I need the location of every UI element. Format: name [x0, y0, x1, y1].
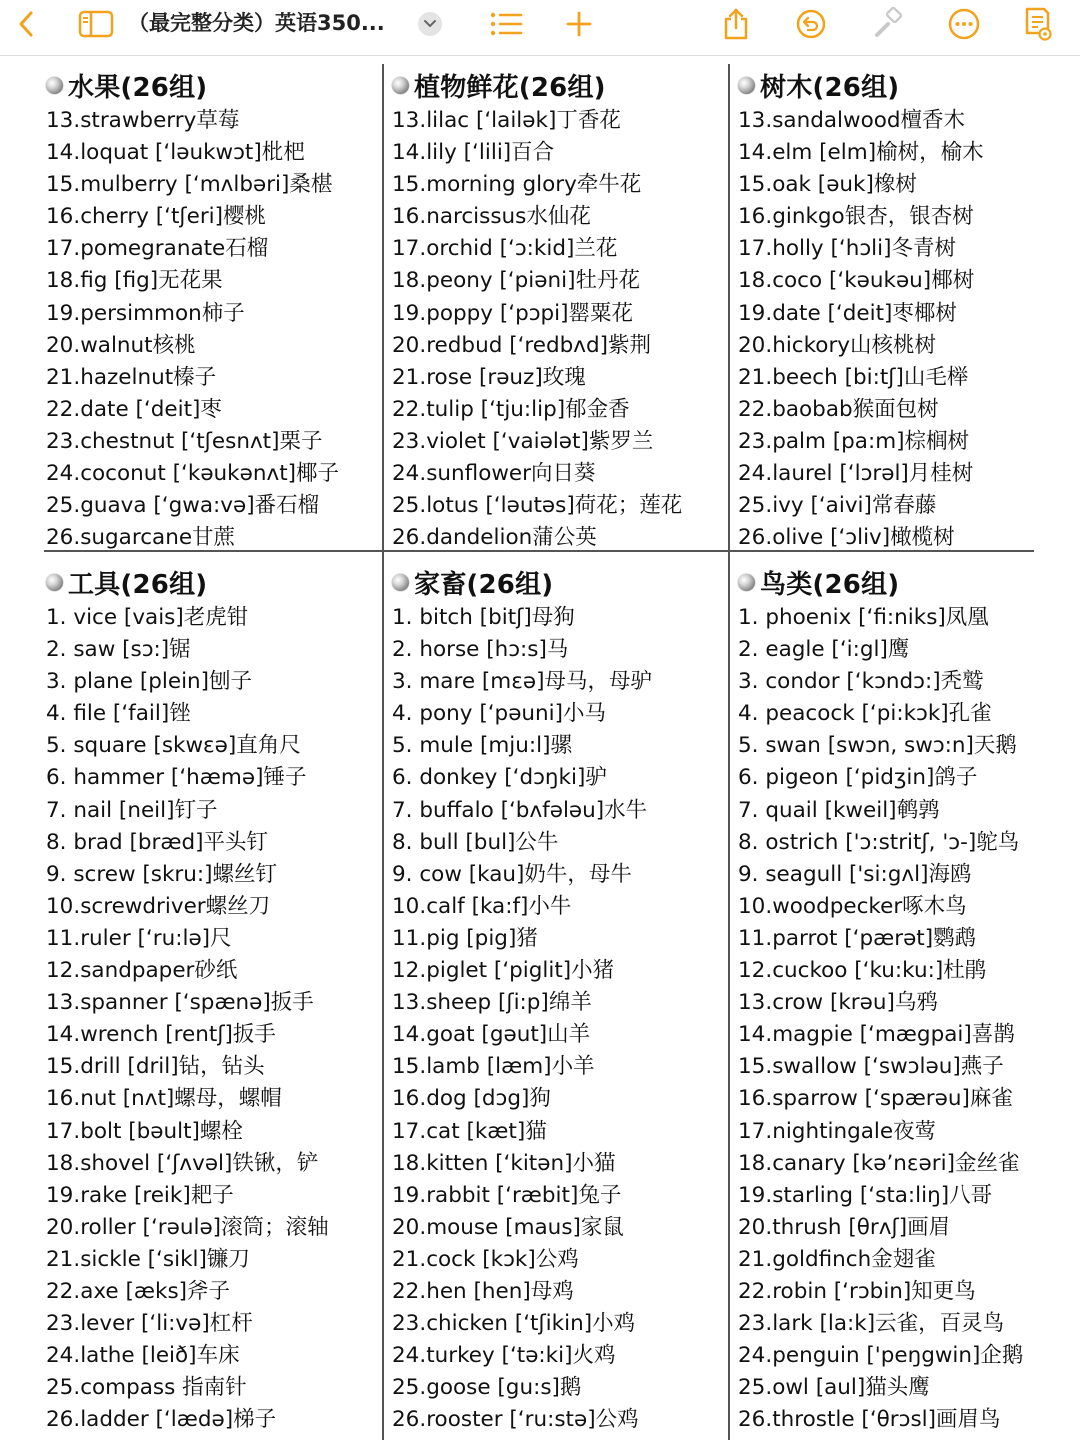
list-item: 19.rake [reik]耙子 — [46, 1182, 234, 1208]
list-item: 26.dandelion蒲公英 — [392, 525, 597, 551]
list-item: 19.poppy [ʻpɔpi]罂粟花 — [392, 300, 634, 326]
bullet-icon — [392, 77, 409, 94]
list-item: 16.sparrow [ʻspærəu]麻雀 — [738, 1086, 1013, 1112]
section-heading — [46, 65, 376, 105]
list-item: 26.rooster [ʻru:stə]公鸡 — [392, 1407, 639, 1433]
sidebar-icon[interactable] — [76, 6, 116, 42]
list-item: 24.penguin ['peŋgwin]企鹅 — [738, 1343, 1024, 1369]
column-divider — [728, 64, 730, 1440]
list-item: 21.hazelnut榛子 — [46, 364, 217, 390]
list-item: 25.compass 指南针 — [46, 1375, 247, 1401]
list-icon[interactable] — [486, 6, 526, 42]
list-item: 8. brad [bræd]平头钉 — [46, 829, 269, 855]
list-item: 8. bull [bul]公牛 — [392, 829, 559, 855]
list-item: 20.walnut核桃 — [46, 332, 196, 358]
list-item: 22.hen [hen]母鸡 — [392, 1278, 574, 1304]
list-item: 4. file [ʻfail]锉 — [46, 701, 191, 727]
list-item: 5. mule [mju:l]骡 — [392, 733, 572, 759]
heading-text: 工具(26组) — [68, 569, 208, 600]
list-item: 24.turkey [ʻtə:ki]火鸡 — [392, 1343, 616, 1369]
section-trees — [738, 65, 1068, 554]
bullet-icon — [392, 574, 409, 591]
list-item: 23.chestnut [ʻtʃesnʌt]栗子 — [46, 428, 323, 454]
list-item: 16.dog [dɔg]狗 — [392, 1086, 551, 1112]
list-item: 25.owl [aul]猫头鹰 — [738, 1375, 930, 1401]
list-item: 9. seagull ['si:gʌl]海鸥 — [738, 861, 972, 887]
list-item: 22.baobab猴面包树 — [738, 396, 939, 422]
heading-text: 鸟类(26组) — [760, 569, 900, 600]
list-item: 15.morning glory牵牛花 — [392, 172, 642, 198]
list-item: 18.shovel [ʻʃʌvəl]铁锹，铲 — [46, 1150, 319, 1176]
toolbar — [0, 0, 1080, 56]
list-item: 17.orchid [ʻɔ:kid]兰花 — [392, 236, 618, 262]
bullet-icon — [738, 77, 755, 94]
list-item: 9. screw [skru:]螺丝钉 — [46, 861, 278, 887]
list-item: 17.bolt [bəult]螺栓 — [46, 1118, 243, 1144]
list-item: 9. cow [kau]奶牛，母牛 — [392, 861, 632, 887]
list-item: 16.cherry [ʻtʃeri]樱桃 — [46, 204, 267, 230]
section-heading — [392, 65, 722, 105]
list-item: 19.starling [ʻsta:liŋ]八哥 — [738, 1182, 993, 1208]
list-item: 19.persimmon柿子 — [46, 300, 245, 326]
share-icon[interactable] — [718, 6, 754, 42]
list-item: 4. peacock [ʻpi:kɔk]孔雀 — [738, 701, 992, 727]
section-heading — [392, 562, 722, 602]
list-item: 2. horse [hɔ:s]马 — [392, 637, 569, 663]
word-list — [738, 602, 1073, 1436]
list-item: 2. saw [sɔ:]锯 — [46, 637, 191, 663]
word-list — [392, 602, 722, 1436]
list-item: 25.lotus [ʻləutəs]荷花；莲花 — [392, 493, 683, 519]
list-item: 10.woodpecker啄木鸟 — [738, 893, 967, 919]
word-list — [46, 105, 376, 554]
format-brush-icon[interactable] — [868, 6, 908, 42]
list-item: 17.holly [ʻhɔli]冬青树 — [738, 236, 956, 262]
list-item: 3. condor [ʻkɔndɔ:]秃鹫 — [738, 669, 984, 695]
back-icon[interactable] — [10, 6, 42, 42]
list-item: 11.parrot [ʻpærət]鹦鹉 — [738, 925, 977, 951]
list-item: 16.nut [nʌt]螺母，螺帽 — [46, 1086, 282, 1112]
list-item: 24.laurel [ʻlɔrəl]月桂树 — [738, 461, 974, 487]
list-item: 21.cock [kɔk]公鸡 — [392, 1246, 579, 1272]
heading-text: 水果(26组) — [68, 72, 208, 103]
list-item: 15.lamb [læm]小羊 — [392, 1054, 595, 1080]
list-item: 12.piglet [ʻpiglit]小猪 — [392, 958, 615, 984]
list-item: 26.sugarcane甘蔗 — [46, 525, 236, 551]
list-item: 19.rabbit [ʻræbit]兔子 — [392, 1182, 622, 1208]
list-item: 22.robin [ʻrɔbin]知更鸟 — [738, 1278, 976, 1304]
list-item: 7. quail [kweil]鹌鹑 — [738, 797, 940, 823]
list-item: 14.lily [ʻlili]百合 — [392, 140, 555, 166]
section-livestock — [392, 562, 722, 1436]
heading-text: 树木(26组) — [760, 72, 900, 103]
list-item: 5. square [skwεə]直角尺 — [46, 733, 301, 759]
list-item: 14.elm [elm]榆树，榆木 — [738, 140, 984, 166]
list-item: 13.crow [krəu]乌鸦 — [738, 990, 938, 1016]
list-item: 4. pony [ʻpəuni]小马 — [392, 701, 607, 727]
list-item: 23.lever [ʻli:və]杠杆 — [46, 1311, 253, 1337]
list-item: 21.beech [bi:tʃ]山毛榉 — [738, 364, 969, 390]
heading-text: 植物鲜花(26组) — [414, 72, 606, 103]
bullet-icon — [738, 574, 755, 591]
word-list — [46, 602, 376, 1436]
list-item: 10.calf [ka:f]小牛 — [392, 893, 572, 919]
list-item: 25.goose [gu:s]鹅 — [392, 1375, 582, 1401]
list-item: 7. nail [neil]钉子 — [46, 797, 218, 823]
list-item: 13.sheep [ʃi:p]绵羊 — [392, 990, 592, 1016]
list-item: 18.peony [ʻpiəni]牡丹花 — [392, 268, 640, 294]
list-item: 24.coconut [ʻkəukənʌt]椰子 — [46, 461, 340, 487]
list-item: 21.sickle [ʻsikl]镰刀 — [46, 1246, 250, 1272]
list-item: 16.narcissus水仙花 — [392, 204, 591, 230]
list-item: 24.sunflower向日葵 — [392, 461, 596, 487]
list-item: 17.nightingale夜莺 — [738, 1118, 937, 1144]
list-item: 14.goat [gəut]山羊 — [392, 1022, 591, 1048]
list-item: 3. mare [mεə]母马，母驴 — [392, 669, 652, 695]
list-item: 20.thrush [θrʌʃ]画眉 — [738, 1214, 951, 1240]
list-item: 14.wrench [rentʃ]扳手 — [46, 1022, 276, 1048]
list-item: 25.guava [ʻgwa:və]番石榴 — [46, 493, 320, 519]
list-item: 23.violet [ʻvaiələt]紫罗兰 — [392, 428, 654, 454]
word-list — [392, 105, 722, 554]
bullet-icon — [46, 574, 63, 591]
chevron-down-icon[interactable] — [418, 12, 442, 36]
list-item: 6. donkey [ʻdɔŋki]驴 — [392, 765, 607, 791]
list-item: 22.date [ʻdeit]枣 — [46, 396, 222, 422]
list-item: 20.hickory山核桃树 — [738, 332, 937, 358]
list-item: 13.sandalwood檀香木 — [738, 108, 966, 133]
list-item: 12.cuckoo [ʻku:ku:]杜鹃 — [738, 958, 987, 984]
list-item: 18.fig [fig]无花果 — [46, 268, 223, 294]
list-item: 14.magpie [ʻmægpai]喜鹊 — [738, 1022, 1015, 1048]
list-item: 22.tulip [ʻtju:lip]郁金香 — [392, 396, 630, 422]
section-flowers — [392, 65, 722, 554]
list-item: 13.spanner [ʻspænə]扳手 — [46, 990, 314, 1016]
list-item: 15.mulberry [ʻmʌlbəri]桑椹 — [46, 172, 333, 198]
list-item: 6. pigeon [ʻpidʒin]鸽子 — [738, 765, 978, 791]
list-item: 14.loquat [ʻləukwɔt]枇杷 — [46, 140, 305, 166]
list-item: 1. phoenix [ʻfi:niks]凤凰 — [738, 605, 989, 630]
list-item: 13.strawberry草莓 — [46, 108, 240, 133]
bullet-icon — [46, 77, 63, 94]
list-item: 26.olive [ʻɔliv]橄榄树 — [738, 525, 955, 551]
list-item: 15.oak [əuk]橡树 — [738, 172, 917, 198]
list-item: 25.ivy [ʻaivi]常春藤 — [738, 493, 937, 519]
list-item: 24.lathe [leið]车床 — [46, 1343, 240, 1369]
section-tools — [46, 562, 376, 1436]
list-item: 2. eagle [ʻi:gl]鹰 — [738, 637, 910, 663]
list-item: 3. plane [plein]刨子 — [46, 669, 253, 695]
section-heading — [738, 562, 1073, 602]
list-item: 17.cat [kæt]猫 — [392, 1118, 547, 1144]
list-item: 7. buffalo [ʻbʌfələu]水牛 — [392, 797, 648, 823]
list-item: 16.ginkgo银杏，银杏树 — [738, 204, 974, 230]
section-heading — [738, 65, 1068, 105]
list-item: 15.swallow [ʻswɔləu]燕子 — [738, 1054, 1004, 1080]
add-icon[interactable] — [562, 6, 596, 42]
list-item: 8. ostrich ['ɔ:stritʃ, 'ɔ-]鸵鸟 — [738, 829, 1020, 855]
list-item: 18.canary [kəʼnεəri]金丝雀 — [738, 1150, 1020, 1176]
list-item: 6. hammer [ʻhæmə]锤子 — [46, 765, 307, 791]
undo-icon[interactable] — [792, 6, 830, 42]
list-item: 19.date [ʻdeit]枣椰树 — [738, 300, 957, 326]
more-icon[interactable] — [944, 6, 984, 42]
list-item: 15.drill [dril]钻，钻头 — [46, 1054, 265, 1080]
list-item: 1. bitch [bitʃ]母狗 — [392, 605, 575, 630]
list-item: 13.lilac [ʻlailək]丁香花 — [392, 108, 621, 133]
column-divider — [382, 64, 384, 1440]
list-item: 11.pig [pig]猪 — [392, 925, 538, 951]
list-item: 11.ruler [ʻru:lə]尺 — [46, 925, 232, 951]
list-item: 23.lark [la:k]云雀，百灵鸟 — [738, 1311, 1005, 1337]
word-list — [738, 105, 1068, 554]
list-item: 1. vice [vais]老虎钳 — [46, 605, 249, 630]
list-item: 17.pomegranate石榴 — [46, 236, 269, 262]
list-item: 20.mouse [maus]家鼠 — [392, 1214, 624, 1240]
list-item: 18.coco [ʻkəukəu]椰树 — [738, 268, 975, 294]
list-item: 18.kitten [ʻkitən]小猫 — [392, 1150, 616, 1176]
list-item: 20.roller [ʻrəulə]滚筒；滚轴 — [46, 1214, 329, 1240]
list-item: 21.goldfinch金翅雀 — [738, 1246, 936, 1272]
section-birds — [738, 562, 1073, 1436]
document-settings-icon[interactable] — [1018, 6, 1058, 42]
list-item: 26.ladder [ʻlædə]梯子 — [46, 1407, 277, 1433]
heading-text: 家畜(26组) — [414, 569, 554, 600]
section-fruit — [46, 65, 376, 554]
list-item: 23.palm [pa:m]棕榈树 — [738, 428, 970, 454]
list-item: 21.rose [rəuz]玫瑰 — [392, 364, 586, 390]
section-heading — [46, 562, 376, 602]
list-item: 20.redbud [ʻredbʌd]紫荆 — [392, 332, 652, 358]
document-title[interactable]: （最完整分类）英语350... — [128, 11, 385, 35]
list-item: 5. swan [swɔn, swɔ:n]天鹅 — [738, 733, 1017, 759]
list-item: 10.screwdriver螺丝刀 — [46, 893, 271, 919]
list-item: 26.throstle [ʻθrɔsl]画眉鸟 — [738, 1407, 1001, 1433]
list-item: 12.sandpaper砂纸 — [46, 958, 238, 984]
document-body — [0, 56, 1080, 1440]
list-item: 23.chicken [ʻtʃikin]小鸡 — [392, 1311, 636, 1337]
list-item: 22.axe [æks]斧子 — [46, 1278, 231, 1304]
